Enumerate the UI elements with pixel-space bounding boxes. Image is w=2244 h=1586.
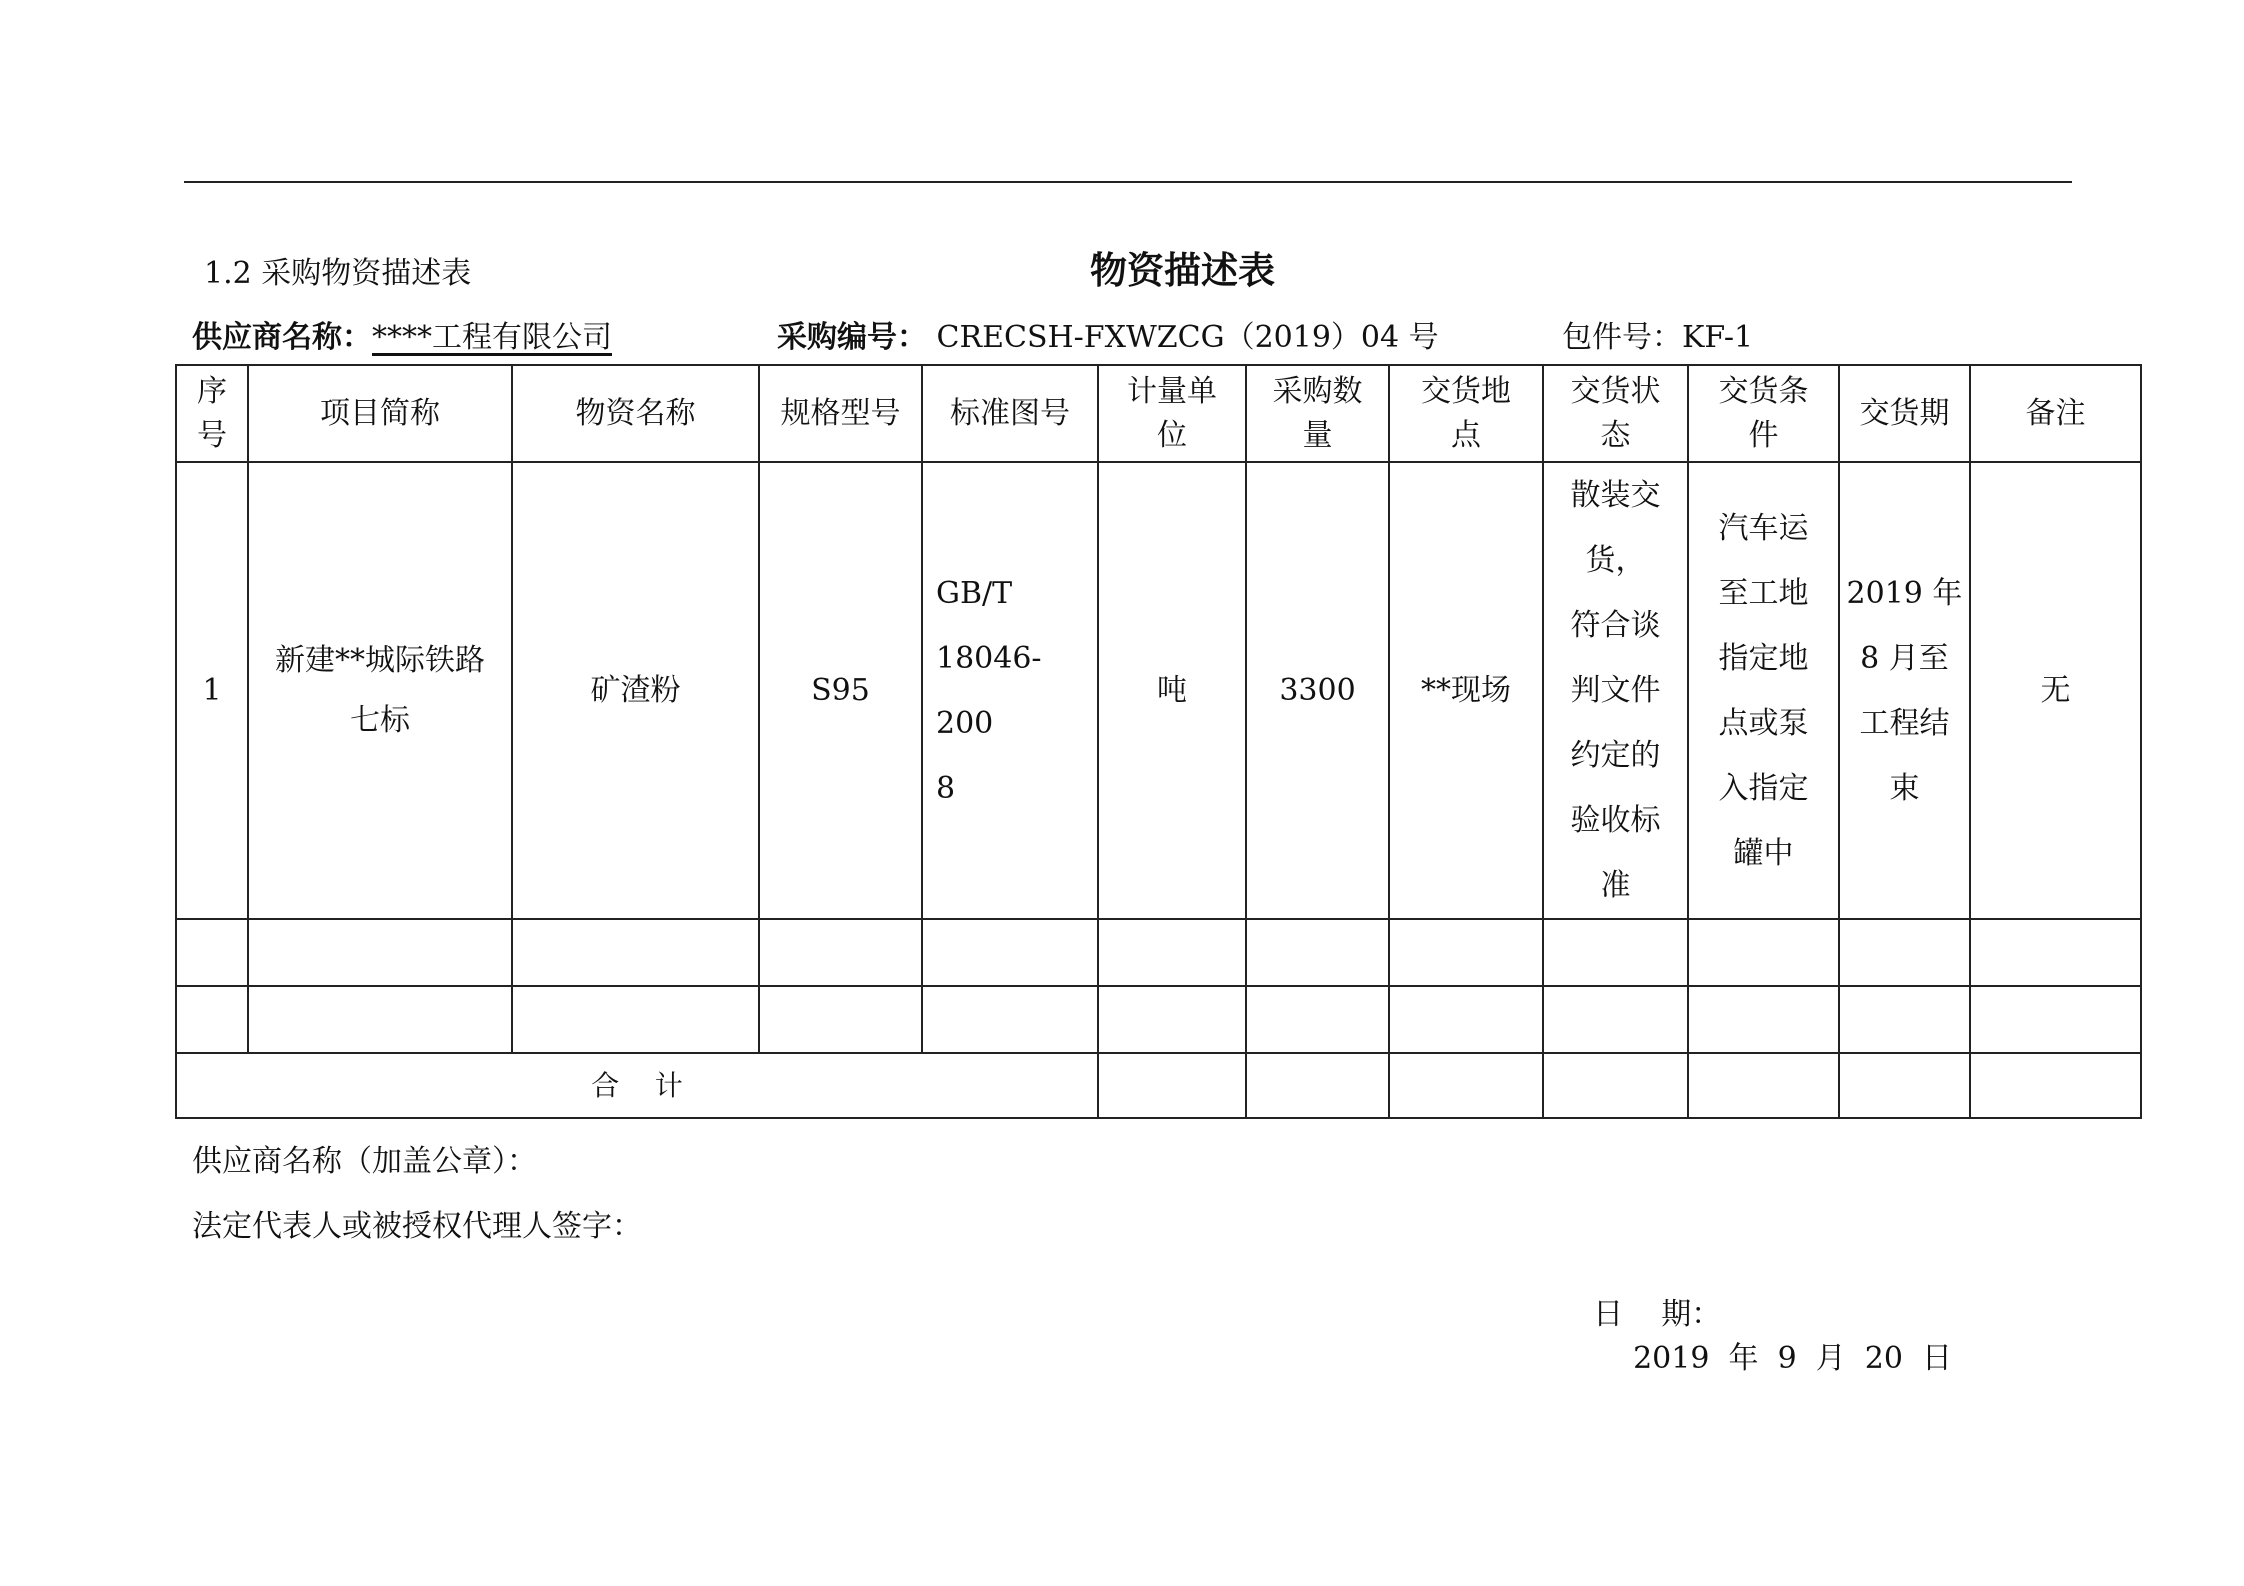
seal-line: 供应商名称（加盖公章）： [192,1144,537,1179]
row-no: 1 [202,672,222,708]
package-value: KF-1 [1682,320,1754,355]
row-unit: 吨 [1157,672,1187,708]
total-label: 合 计 [591,1068,683,1102]
header-note: 备注 [2025,395,2086,431]
sign-line: 法定代表人或被授权代理人签字： [192,1209,642,1244]
package-label: 包件号： [1562,320,1682,355]
header-condition: 交货条 件 [1718,373,1809,453]
row-material: 矿渣粉 [590,672,681,708]
row-state: 散装交 货， 符合谈 判文件 约定的 验收标 准 [1570,478,1661,903]
section-label: 1.2 采购物资描述表 [204,256,472,291]
header-qty: 采购数 量 [1272,373,1363,453]
header-spec: 规格型号 [780,395,901,431]
header-standard: 标准图号 [950,395,1070,431]
page-title: 物资描述表 [1090,248,1275,292]
procurement-label: 采购编号： [777,320,927,355]
date-line [1574,1254,1952,1377]
date-value: 2019 年 9 月 20 日 [1633,1341,1953,1376]
procurement-value: CRECSH-FXWZCG（2019）04 号 [936,320,1439,355]
row-qty: 3300 [1279,672,1356,708]
header-material: 物资名称 [575,395,696,431]
row-condition: 汽车运 至工地 指定地 点或泵 入指定 罐中 [1718,510,1809,871]
row-note: 无 [2040,672,2071,708]
header-unit: 计量单 位 [1127,373,1217,453]
header-no: 序 号 [197,373,227,453]
header-place: 交货地 点 [1421,373,1511,453]
supplier-value: ****工程有限公司 [372,320,612,355]
header-state: 交货状 态 [1570,373,1661,453]
header-period: 交货期 [1859,395,1950,431]
row-project: 新建**城际铁路 七标 [275,642,485,738]
row-place: **现场 [1421,672,1511,708]
date-label: 日 期： [1593,1297,1722,1332]
supplier-label: 供应商名称： [192,320,372,355]
row-standard: GB/T 18046-200 8 [936,575,1042,806]
row-period: 2019 年 8 月至 工程结 束 [1846,575,1963,806]
header-project: 项目简称 [320,395,440,431]
row-spec: S95 [811,672,870,708]
